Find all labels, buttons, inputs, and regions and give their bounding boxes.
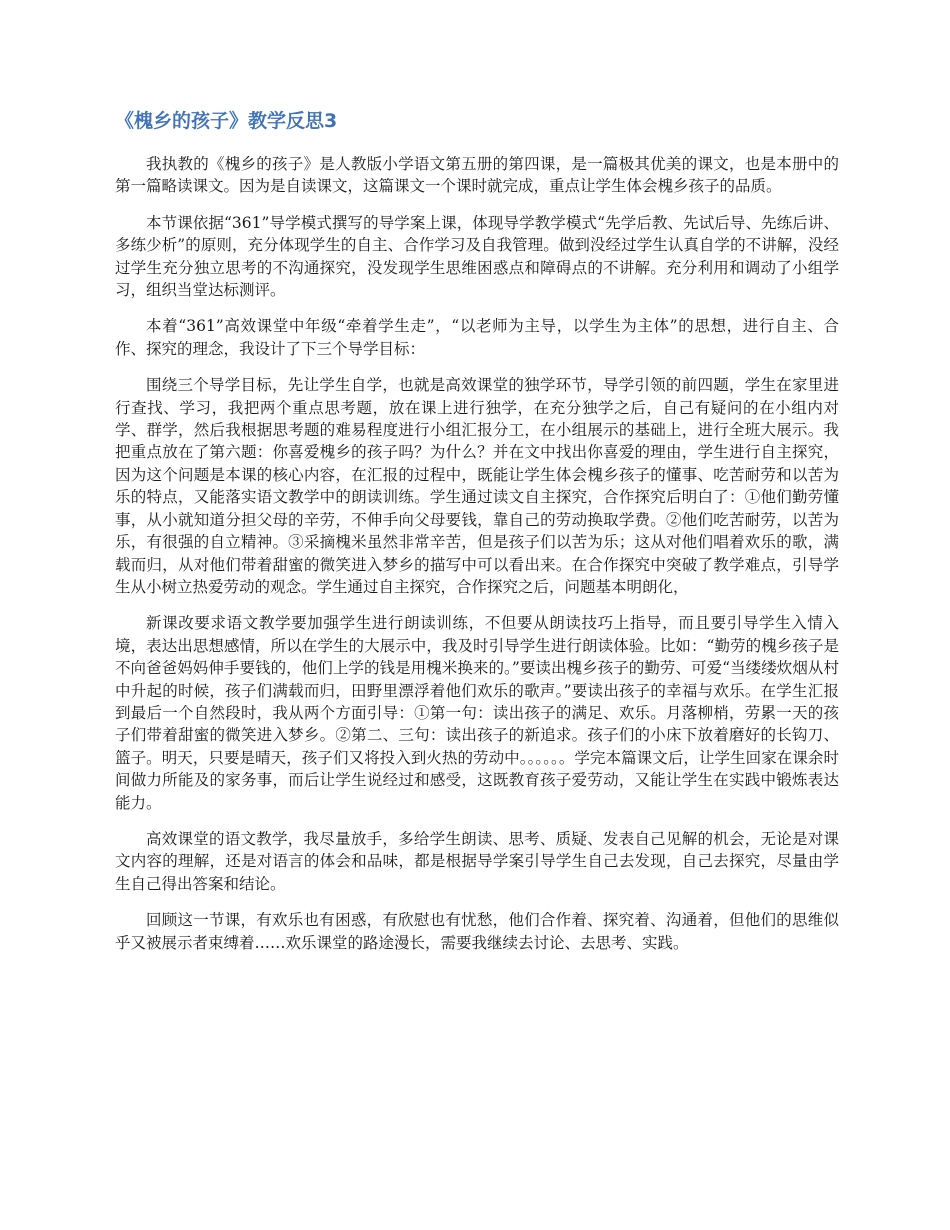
paragraph-teaching-model: 本节课依据“361”导学模式撰写的导学案上课，体现导学教学模式“先学后教、先试后导、先练后讲、多练少析”的原则，充分体现学生的自主、合作学习及自我管理。做到没经过学生认真自学的不讲解，没经过学生充分独立思考的不沟通探究，没发现学生思维困惑点和障碍点的不讲解。充分利用和调动了小组学习，组织当堂达标测评。 <box>115 213 839 300</box>
paragraph-review: 回顾这一节课，有欢乐也有困惑，有欣慰也有忧愁，他们合作着、探究着、沟通着，但他们的思维似乎又被展示者束缚着……欢乐课堂的路途漫长，需要我继续去讨论、去思考、实践。 <box>115 911 839 952</box>
document-title: 《槐乡的孩子》教学反思3 <box>115 110 338 132</box>
paragraph-efficient-class: 高效课堂的语文教学，我尽量放手，多给学生朗读、思考、质疑、发表自己见解的机会，无论是对课文内容的理解，还是对语言的体会和品味，都是根据导学案引导学生自己去发现，自己去探究，尽量由学生自己得出答案和结论。 <box>115 829 839 893</box>
paragraph-process: 围绕三个导学目标，先让学生自学，也就是高效课堂的独学环节，导学引领的前四题，学生在家里进行查找、学习，我把两个重点思考题，放在课上进行独学，在充分独学之后，自己有疑问的在小组内对学、群学，然后我根据思考题的难易程度进行小组汇报分工，在小组展示的基础上，进行全班大展示。我把重点放在了第六题：你喜爱槐乡的孩子吗？为什么？并在文中找出你喜爱的理由，学生进行自主探究，因为这个问题是本课的核心内容，在汇报的过程中，既能让学生体会槐乡孩子的懂事、吃苦耐劳和以苦为乐的特点，又能落实语文教学中的朗读训练。学生通过读文自主探究，合作探究后明白了：①他们勤劳懂事，从小就知道分担父母的辛劳，不伸手向父母要钱，靠自己的劳动换取学费。②他们吃苦耐劳，以苦为乐，有很强的自立精神。③采摘槐米虽然非常辛苦，但是孩子们以苦为乐；这从对他们唱着欢乐的歌，满载而归，从对他们带着甜蜜的微笑进入梦乡的描写中可以看出来。在合作探究中突破了教学难点，引导学生从小树立热爱劳动的观念。学生通过自主探究，合作探究之后，问题基本明朗化， <box>115 376 839 596</box>
paragraph-goals: 本着“361”高效课堂中年级“牵着学生走”，“以老师为主导，以学生为主体”的思想，进行自主、合作、探究的理念，我设计了下三个导学目标： <box>115 317 839 358</box>
document-page <box>115 108 839 968</box>
paragraph-reading-training: 新课改要求语文教学要加强学生进行朗读训练，不但要从朗读技巧上指导，而且要引导学生入情入境，表达出思想感情，所以在学生的大展示中，我及时引导学生进行朗读体验。比如：“勤劳的槐乡孩子是不向爸爸妈妈伸手要钱的，他们上学的钱是用槐米换来的。”要读出槐乡孩子的勤劳、可爱“当缕缕炊烟从村中升起的时候，孩子们满载而归，田野里漂浮着他们欢乐的歌声。”要读出孩子的幸福与欢乐。在学生汇报到最后一个自然段时，我从两个方面引导：①第一句：读出孩子的满足、欢乐。月落柳梢，劳累一天的孩子们带着甜蜜的微笑进入梦乡。②第二、三句：读出孩子的新追求。孩子们的小床下放着磨好的长钩刀、篮子。明天，只要是晴天，孩子们又将投入到火热的劳动中。。。。。。学完本篇课文后，让学生回家在课余时间做力所能及的家务事，而后让学生说经过和感受，这既教育孩子爱劳动，又能让学生在实践中锻炼表达能力。 <box>115 614 839 812</box>
paragraph-intro: 我执教的《槐乡的孩子》是人教版小学语文第五册的第四课，是一篇极其优美的课文，也是本册中的第一篇略读课文。因为是自读课文，这篇课文一个课时就完成，重点让学生体会槐乡孩子的品质。 <box>115 155 839 196</box>
